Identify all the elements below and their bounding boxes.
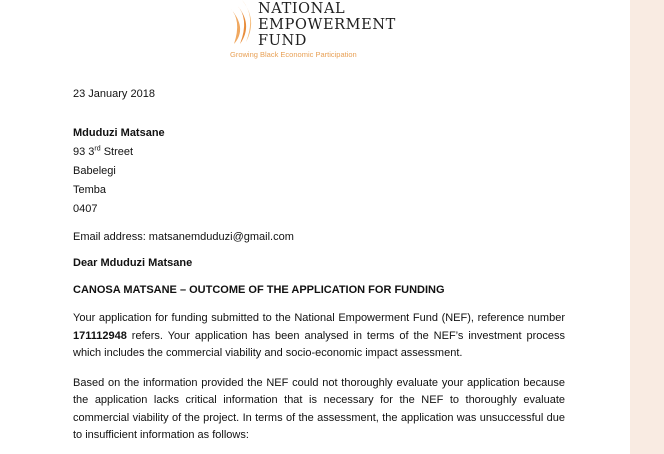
street-name: Street bbox=[103, 145, 134, 158]
flame-logo-icon bbox=[226, 0, 256, 50]
page-edge-strip bbox=[630, 0, 664, 454]
letter-date: 23 January 2018 bbox=[73, 88, 155, 100]
address-line-4: 0407 bbox=[73, 202, 98, 215]
street-number: 93 3 bbox=[73, 145, 95, 158]
logo-text-national: NATIONAL bbox=[258, 1, 346, 17]
paragraph-1-rest: refers. Your application has been analysed in terms of the NEF’s investment process which includes the commercial viability and socio-economic impact assessment. bbox=[73, 329, 565, 359]
letter-body bbox=[73, 86, 565, 445]
address-line-3: Temba bbox=[73, 183, 107, 196]
nef-logo bbox=[226, 0, 416, 62]
address-line-1 bbox=[73, 143, 565, 162]
salutation: Dear Mduduzi Matsane bbox=[73, 257, 193, 269]
address-line-2: Babelegi bbox=[73, 164, 116, 177]
paragraph-1 bbox=[73, 310, 565, 363]
paragraph-1-intro: Your application for funding submitted to the National Empowerment Fund (NEF), reference number bbox=[73, 312, 565, 324]
logo-text-empowerment: EMPOWERMENT bbox=[258, 17, 396, 33]
paragraph-2: Based on the information provided the NEF could not thoroughly evaluate your application because the application lacks critical information that is necessary for the NEF to thoroughly evaluate commercial viability of the project. In terms of the assessment, the application was unsuccessful due to insufficient information as follows: bbox=[73, 376, 565, 441]
street-suffix: rd bbox=[94, 144, 101, 152]
logo-text-fund: FUND bbox=[258, 33, 307, 49]
email-address: Email address: matsanemduduzi@gmail.com bbox=[73, 230, 294, 243]
letter-subject: CANOSA MATSANE – OUTCOME OF THE APPLICATION FOR FUNDING bbox=[73, 283, 445, 296]
logo-tagline: Growing Black Economic Participation bbox=[230, 50, 357, 59]
recipient-name: Mduduzi Matsane bbox=[73, 126, 165, 139]
reference-number: 171112948 bbox=[73, 329, 127, 342]
